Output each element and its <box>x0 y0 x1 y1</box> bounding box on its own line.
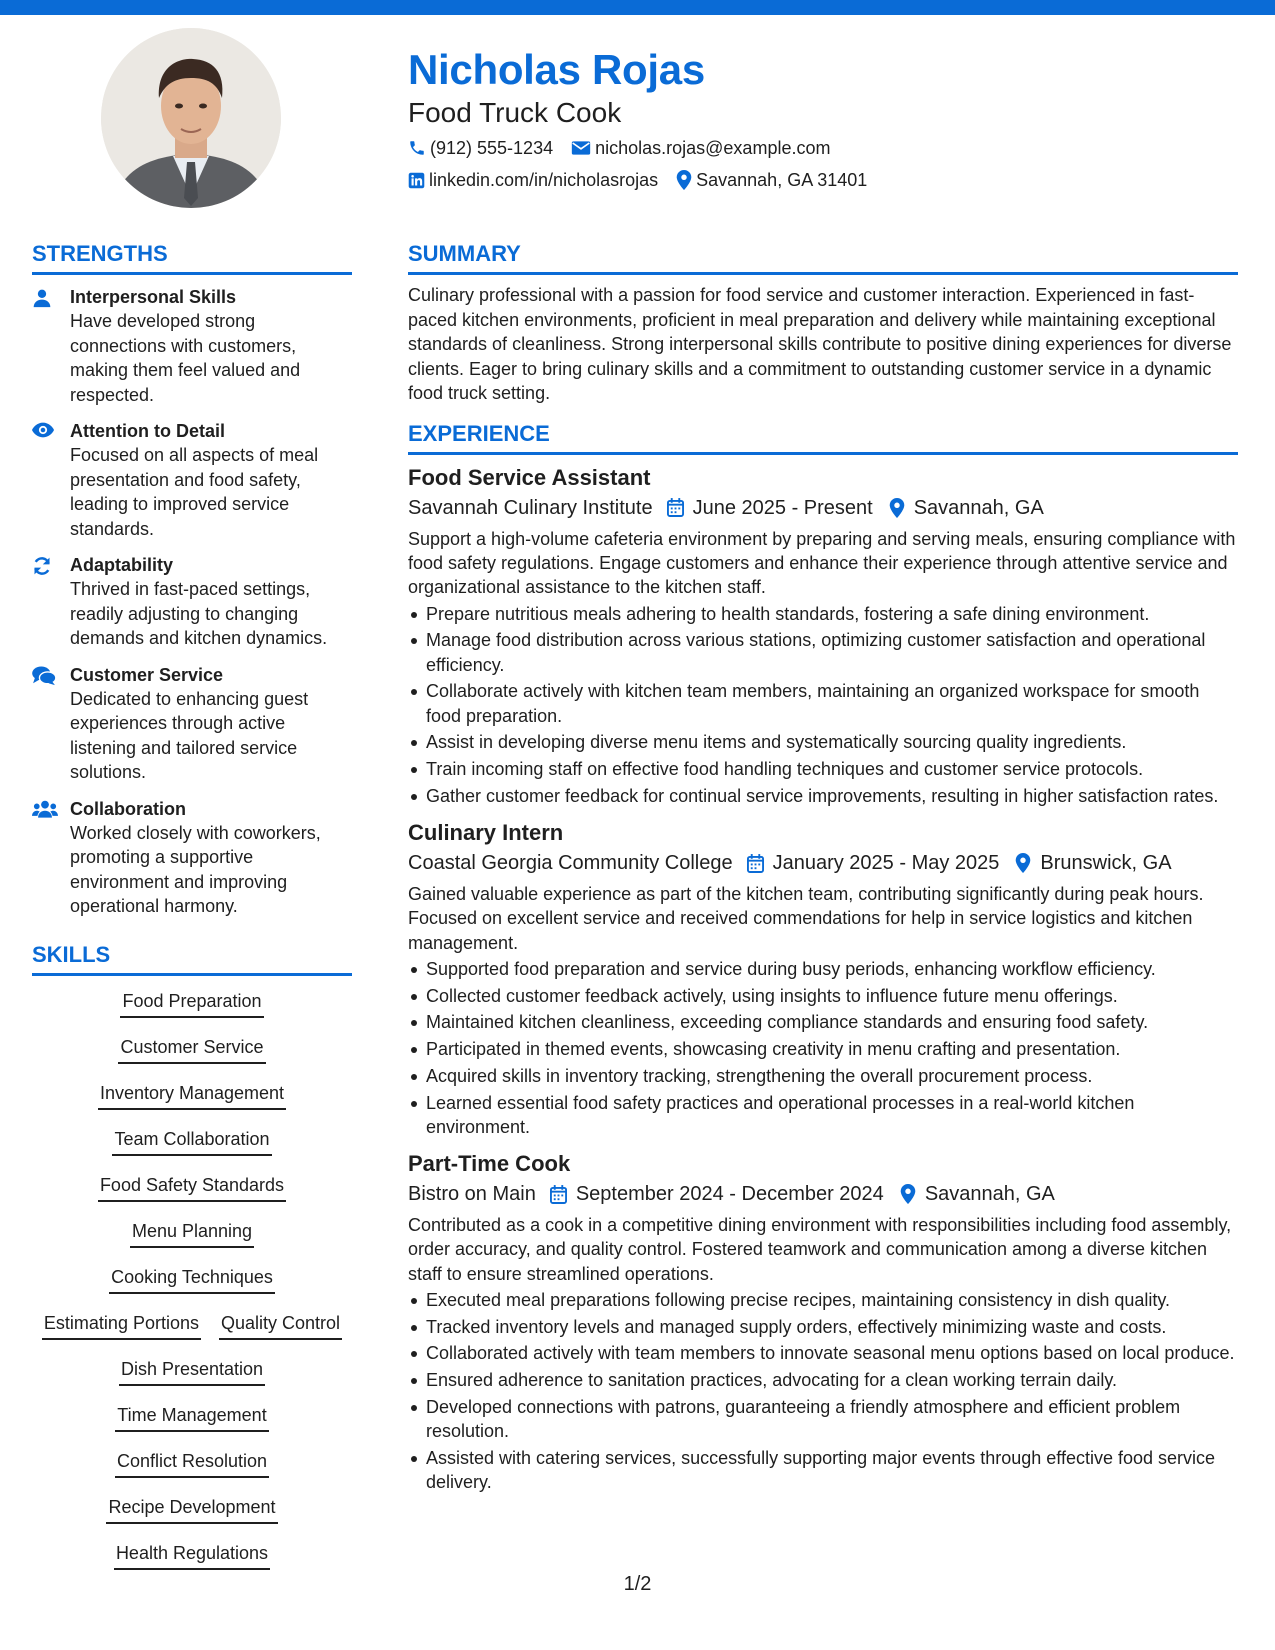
map-pin-icon <box>900 1184 916 1204</box>
job-bullet: Maintained kitchen cleanliness, exceeding compliance standards and ensuring food safety. <box>408 1010 1238 1034</box>
contact-row-1 <box>408 132 1238 164</box>
job-location <box>1015 848 1171 878</box>
skill-tag: Estimating Portions <box>42 1311 201 1340</box>
candidate-name: Nicholas Rojas <box>408 46 705 93</box>
job-meta <box>408 493 1238 523</box>
job-bullet: Gather customer feedback for continual service improvements, resulting in higher satisfaction rates. <box>408 784 1238 808</box>
job-bullet: Developed connections with patrons, guaranteeing a friendly atmosphere and efficient problem resolution. <box>408 1395 1238 1443</box>
email-text: nicholas.rojas@example.com <box>595 137 831 158</box>
skill-tag: Inventory Management <box>98 1081 286 1110</box>
phone-contact[interactable] <box>408 138 553 159</box>
top-accent-bar <box>0 0 1275 15</box>
email-contact[interactable] <box>571 138 830 159</box>
job-organization: Savannah Culinary Institute <box>408 496 653 519</box>
profile-photo <box>101 28 281 208</box>
job-bullet: Tracked inventory levels and managed supply orders, effectively minimizing waste and costs. <box>408 1315 1238 1339</box>
job-bullet: Assisted with catering services, successfully supporting major events through effective food service delivery. <box>408 1446 1238 1494</box>
strength-icon-wrap <box>32 553 70 651</box>
linkedin-text: linkedin.com/in/nicholasrojas <box>429 169 659 190</box>
job-location-text: Brunswick, GA <box>1040 852 1172 875</box>
comments-icon <box>32 666 56 686</box>
skill-tag: Food Safety Standards <box>98 1173 286 1202</box>
left-column <box>32 240 352 1578</box>
summary-text: Culinary professional with a passion for food service and customer interaction. Experienced in fast-paced kitchen environments, proficient in meal preparation and delivery while maintaining exceptional standards of cleanliness. Strong interpersonal skills contribute to positive dining experiences for diverse clients. Eager to bring culinary skills and a commitment to outstanding customer service in a dynamic food truck setting. <box>408 285 1232 404</box>
job-description: Contributed as a cook in a competitive dining environment with responsibilities including food assembly, order accuracy, and quality control. Fostered teamwork and communication among a diverse kitchen staff to ensure streamlined operations. <box>408 1215 1232 1284</box>
resume-header <box>408 44 1238 196</box>
strength-description: Dedicated to enhancing guest experiences through active listening and tailored service solutions. <box>70 688 309 782</box>
job-bullets <box>408 602 1238 809</box>
job-entry <box>408 463 1238 808</box>
job-bullet: Collected customer feedback actively, using insights to influence future menu offerings. <box>408 984 1238 1008</box>
job-entry <box>408 1149 1238 1494</box>
strength-description: Worked closely with coworkers, promoting a supportive environment and improving operational harmony. <box>70 822 321 916</box>
map-pin-icon <box>676 170 692 190</box>
summary-heading: SUMMARY <box>408 240 1238 275</box>
job-meta <box>408 848 1238 878</box>
strength-title: Adaptability <box>70 555 174 575</box>
phone-icon <box>408 139 426 157</box>
strength-description: Have developed strong connections with customers, making them feel valued and respected. <box>70 311 301 405</box>
job-bullet: Train incoming staff on effective food handling techniques and customer service protocols. <box>408 757 1238 781</box>
job-meta <box>408 1179 1238 1209</box>
job-dates-text: September 2024 - December 2024 <box>575 1183 884 1206</box>
strength-item <box>32 797 352 919</box>
skill-tag: Health Regulations <box>114 1541 270 1570</box>
location-contact <box>676 170 867 191</box>
job-bullets <box>408 1288 1238 1495</box>
job-dates-text: January 2025 - May 2025 <box>772 852 1000 875</box>
eye-icon <box>32 422 54 438</box>
strength-title: Interpersonal Skills <box>70 287 237 307</box>
contact-row-2 <box>408 164 1238 196</box>
strength-icon-wrap <box>32 797 70 919</box>
linkedin-contact[interactable] <box>408 170 658 191</box>
strength-icon-wrap <box>32 419 70 541</box>
job-location-text: Savannah, GA <box>924 1183 1055 1206</box>
strength-description: Thrived in fast-paced settings, readily adjusting to changing demands and kitchen dynamics. <box>70 579 328 648</box>
job-bullet: Collaborated actively with team members to innovate seasonal menu options based on local produce. <box>408 1341 1238 1365</box>
job-title: Food Service Assistant <box>408 464 651 490</box>
calendar-icon <box>747 854 764 873</box>
job-bullets <box>408 957 1238 1139</box>
strength-title: Customer Service <box>70 664 224 685</box>
job-dates <box>667 493 873 523</box>
calendar-icon <box>667 498 684 517</box>
job-organization: Bistro on Main <box>408 1183 536 1206</box>
candidate-title: Food Truck Cook <box>408 97 622 128</box>
strength-icon-wrap <box>32 663 70 785</box>
job-bullet: Collaborate actively with kitchen team members, maintaining an organized workspace for smooth food preparation. <box>408 679 1238 727</box>
strengths-heading: STRENGTHS <box>32 240 352 275</box>
job-bullet: Assist in developing diverse menu items and systematically sourcing quality ingredients. <box>408 730 1238 754</box>
right-column <box>408 240 1238 1497</box>
map-pin-icon <box>1015 853 1031 873</box>
sync-icon <box>32 556 52 576</box>
strength-description: Focused on all aspects of meal presentation and food safety, leading to improved service standards. <box>70 445 319 539</box>
phone-text: (912) 555-1234 <box>430 137 554 158</box>
job-dates-text: June 2025 - Present <box>692 496 873 519</box>
job-location <box>889 493 1044 523</box>
skill-tag: Time Management <box>115 1403 268 1432</box>
job-location-text: Savannah, GA <box>913 496 1044 519</box>
users-icon <box>32 800 58 818</box>
strength-title: Attention to Detail <box>70 421 225 441</box>
job-organization: Coastal Georgia Community College <box>408 852 733 875</box>
skill-tag: Cooking Techniques <box>109 1265 275 1294</box>
skill-tag: Team Collaboration <box>112 1127 271 1156</box>
job-bullet: Participated in themed events, showcasing creativity in menu crafting and presentation. <box>408 1037 1238 1061</box>
strength-item <box>32 663 352 785</box>
calendar-icon <box>550 1185 567 1204</box>
job-bullet: Acquired skills in inventory tracking, strengthening the overall procurement process. <box>408 1064 1238 1088</box>
strength-item <box>32 553 352 651</box>
skill-tag: Customer Service <box>118 1035 265 1064</box>
page-number: 1/2 <box>623 1573 652 1595</box>
strength-item <box>32 285 352 407</box>
job-bullet: Prepare nutritious meals adhering to health standards, fostering a safe dining environment. <box>408 602 1238 626</box>
job-description: Gained valuable experience as part of the kitchen team, contributing significantly during peak hours. Focused on excellent service and received commendations for help in service logistics and kitchen management. <box>408 884 1204 953</box>
experience-heading: EXPERIENCE <box>408 420 1238 455</box>
map-pin-icon <box>889 498 905 518</box>
job-bullet: Manage food distribution across various stations, optimizing customer satisfaction and operational efficiency. <box>408 628 1238 676</box>
skills-heading: SKILLS <box>32 941 352 976</box>
skills-list <box>32 980 352 1578</box>
job-location <box>900 1179 1055 1209</box>
skill-tag: Conflict Resolution <box>115 1449 269 1478</box>
strength-title: Collaboration <box>70 798 186 819</box>
linkedin-icon <box>408 172 425 189</box>
skill-tag: Food Preparation <box>120 989 263 1018</box>
job-bullet: Executed meal preparations following precise recipes, maintaining consistency in dish quality. <box>408 1288 1238 1312</box>
job-entry <box>408 818 1238 1139</box>
job-bullet: Supported food preparation and service during busy periods, enhancing workflow efficiency. <box>408 957 1238 981</box>
job-bullet: Ensured adherence to sanitation practices, advocating for a clean working terrain daily. <box>408 1368 1238 1392</box>
skill-tag: Menu Planning <box>130 1219 254 1248</box>
job-title: Culinary Intern <box>408 820 564 846</box>
strength-item <box>32 419 352 541</box>
job-dates <box>747 848 1000 878</box>
user-icon <box>32 288 52 308</box>
portrait-image <box>101 28 281 208</box>
skill-tag: Dish Presentation <box>119 1357 265 1386</box>
job-dates <box>550 1179 884 1209</box>
job-title: Part-Time Cook <box>408 1151 571 1177</box>
location-text: Savannah, GA 31401 <box>696 169 868 190</box>
envelope-icon <box>571 140 591 156</box>
skill-tag: Recipe Development <box>106 1495 277 1524</box>
job-bullet: Learned essential food safety practices and operational processes in a real-world kitchen environment. <box>408 1091 1238 1139</box>
strength-icon-wrap <box>32 285 70 407</box>
skill-tag: Quality Control <box>219 1311 342 1340</box>
job-description: Support a high-volume cafeteria environment by preparing and serving meals, ensuring compliance with food safety regulations. Engage customers and enhance their experience through attentive service and organizational assistance to the kitchen staff. <box>408 528 1236 598</box>
